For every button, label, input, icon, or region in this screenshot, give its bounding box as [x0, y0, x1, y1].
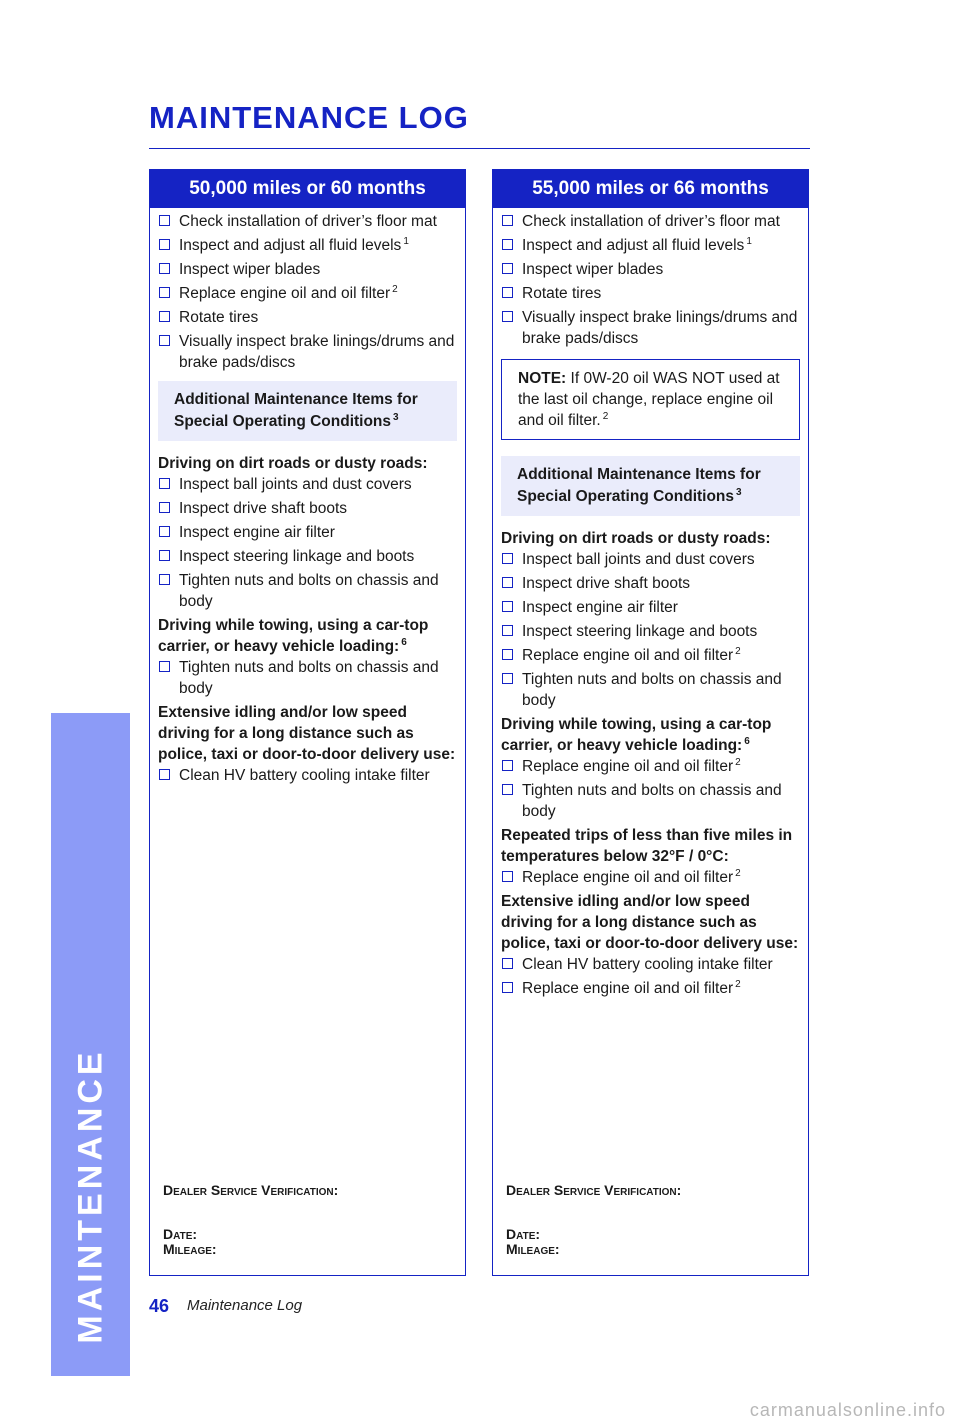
watermark: carmanualsonline.info — [749, 1400, 946, 1420]
footnote-marker: 1 — [403, 236, 409, 247]
checkbox-icon[interactable] — [502, 784, 513, 795]
checklist — [501, 756, 800, 822]
oil-note — [501, 359, 800, 440]
checklist-item — [501, 211, 800, 232]
checklist — [158, 211, 457, 373]
checklist-item-text: Check installation of driver’s floor mat — [179, 213, 437, 230]
checkbox-icon[interactable] — [159, 335, 170, 346]
towing-heading-text: Driving while towing, using a car-top carrier, or heavy vehicle loading: — [501, 716, 772, 754]
checkbox-icon[interactable] — [502, 553, 513, 564]
idling-heading: Extensive idling and/or low speed driving for a long distance such as police, taxi or door-to-door delivery use: — [158, 704, 456, 763]
checklist — [501, 954, 800, 999]
checklist-item — [158, 522, 457, 543]
checklist — [501, 211, 800, 349]
checklist-item-text: Rotate tires — [522, 285, 602, 302]
footnote-marker: 3 — [736, 487, 742, 498]
checkbox-icon[interactable] — [159, 574, 170, 585]
footnote-marker: 2 — [735, 979, 741, 990]
checkbox-icon[interactable] — [159, 526, 170, 537]
checkbox-icon[interactable] — [159, 502, 170, 513]
checklist-item-text: Visually inspect brake linings/drums and brake pads/discs — [522, 309, 798, 347]
checkbox-icon[interactable] — [159, 769, 170, 780]
date-label: Date: — [163, 1226, 198, 1242]
checkbox-icon[interactable] — [502, 263, 513, 274]
note-text: If 0W-20 oil WAS NOT used at the last oil change, replace engine oil and oil filter. — [518, 370, 780, 429]
checklist-item — [158, 331, 457, 373]
verification-label: Dealer Service Verification: — [506, 1182, 682, 1198]
checkbox-icon[interactable] — [502, 625, 513, 636]
checkbox-icon[interactable] — [502, 239, 513, 250]
checklist-item — [158, 765, 457, 786]
footnote-marker: 6 — [401, 637, 407, 648]
side-tab — [51, 713, 130, 1376]
footnote-marker: 2 — [392, 284, 398, 295]
checklist-item-text: Clean HV battery cooling intake filter — [179, 767, 430, 784]
checklist-item — [501, 978, 800, 999]
checkbox-icon[interactable] — [159, 239, 170, 250]
checkbox-icon[interactable] — [502, 958, 513, 969]
checkbox-icon[interactable] — [502, 982, 513, 993]
checklist-item-text: Replace engine oil and oil filter — [522, 758, 734, 775]
checklist-item — [501, 307, 800, 349]
checklist-item — [158, 498, 457, 519]
date-label: Date: — [506, 1226, 541, 1242]
towing-heading-text: Driving while towing, using a car-top carrier, or heavy vehicle loading: — [158, 617, 429, 655]
checklist-item-text: Tighten nuts and bolts on chassis and body — [179, 572, 439, 610]
checkbox-icon[interactable] — [159, 478, 170, 489]
checkbox-icon[interactable] — [159, 215, 170, 226]
page-number: 46 — [149, 1296, 170, 1316]
footnote-marker: 6 — [744, 736, 750, 747]
mileage-label: Mileage: — [163, 1241, 217, 1257]
checklist-item-text: Inspect engine air filter — [522, 599, 678, 616]
checklist — [158, 657, 457, 699]
checkbox-icon[interactable] — [159, 550, 170, 561]
dealer-verification — [163, 1183, 338, 1257]
checklist-item — [158, 307, 457, 328]
checklist-item-text: Visually inspect brake linings/drums and brake pads/discs — [179, 333, 455, 371]
checklist-item — [501, 597, 800, 618]
footnote-marker: 1 — [746, 236, 752, 247]
checklist-item-text: Inspect and adjust all fluid levels — [522, 237, 745, 254]
checklist-item — [501, 867, 800, 888]
checklist-item — [158, 546, 457, 567]
verification-label: Dealer Service Verification: — [163, 1182, 339, 1198]
checklist-item-text: Tighten nuts and bolts on chassis and body — [522, 782, 782, 820]
checklist-item — [158, 211, 457, 232]
checklist-item — [158, 474, 457, 495]
checkbox-icon[interactable] — [502, 871, 513, 882]
checkbox-icon[interactable] — [502, 601, 513, 612]
checkbox-icon[interactable] — [159, 661, 170, 672]
checklist-item-text: Replace engine oil and oil filter — [522, 647, 734, 664]
checkbox-icon[interactable] — [159, 311, 170, 322]
checklist-item-text: Inspect wiper blades — [179, 261, 321, 278]
checklist-item-text: Replace engine oil and oil filter — [522, 980, 734, 997]
checklist-item — [501, 283, 800, 304]
checklist-item-text: Check installation of driver’s floor mat — [522, 213, 780, 230]
checklist-item — [501, 259, 800, 280]
checklist — [158, 765, 457, 786]
title-divider — [149, 148, 810, 149]
checkbox-icon[interactable] — [159, 287, 170, 298]
checkbox-icon[interactable] — [502, 287, 513, 298]
side-tab-label: MAINTENANCE — [71, 1048, 109, 1344]
checklist-item-text: Inspect ball joints and dust covers — [522, 551, 755, 568]
checklist-item-text: Inspect steering linkage and boots — [522, 623, 758, 640]
interval-55000-panel — [492, 169, 809, 1276]
idling-heading: Extensive idling and/or low speed driving for a long distance such as police, taxi or door-to-door delivery use: — [501, 893, 799, 952]
checklist-item — [158, 657, 457, 699]
checklist-item-text: Inspect wiper blades — [522, 261, 664, 278]
checklist-item — [158, 235, 457, 256]
special-conditions-box — [501, 456, 800, 516]
checklist-item-text: Replace engine oil and oil filter — [179, 285, 391, 302]
checklist-item-text: Inspect and adjust all fluid levels — [179, 237, 402, 254]
dirt-roads-heading: Driving on dirt roads or dusty roads: — [501, 530, 771, 547]
checklist-item — [158, 283, 457, 304]
checklist-item-text: Inspect ball joints and dust covers — [179, 476, 412, 493]
special-conditions-title: Additional Maintenance Items for Special Operating Conditions — [174, 391, 418, 430]
checklist-item — [501, 669, 800, 711]
checkbox-icon[interactable] — [502, 673, 513, 684]
checklist-item-text: Tighten nuts and bolts on chassis and body — [179, 659, 439, 697]
special-conditions-box — [158, 381, 457, 441]
checklist-item — [158, 570, 457, 612]
dirt-roads-heading: Driving on dirt roads or dusty roads: — [158, 455, 428, 472]
dealer-verification — [506, 1183, 681, 1257]
footnote-marker: 2 — [602, 411, 609, 422]
checklist-item-text: Tighten nuts and bolts on chassis and body — [522, 671, 782, 709]
checkbox-icon[interactable] — [159, 263, 170, 274]
interval-50000-panel — [149, 169, 466, 1276]
special-conditions-title: Additional Maintenance Items for Special Operating Conditions — [517, 466, 761, 505]
checklist-item-text: Inspect drive shaft boots — [522, 575, 691, 592]
footnote-marker: 2 — [735, 757, 741, 768]
checkbox-icon[interactable] — [502, 215, 513, 226]
checklist-item — [501, 954, 800, 975]
checklist-item — [501, 573, 800, 594]
checklist-item — [501, 235, 800, 256]
towing-heading — [158, 615, 457, 657]
checklist — [501, 549, 800, 711]
checkbox-icon[interactable] — [502, 311, 513, 322]
checklist-item — [501, 780, 800, 822]
checkbox-icon[interactable] — [502, 577, 513, 588]
short-trips-heading: Repeated trips of less than five miles in temperatures below 32°F / 0°C: — [501, 827, 793, 865]
checklist-item-text: Inspect steering linkage and boots — [179, 548, 415, 565]
checklist-item-text: Inspect engine air filter — [179, 524, 335, 541]
checklist-item — [501, 756, 800, 777]
checklist-item-text: Clean HV battery cooling intake filter — [522, 956, 773, 973]
footnote-marker: 3 — [393, 412, 399, 423]
interval-header: 50,000 miles or 60 months — [150, 170, 465, 208]
checkbox-icon[interactable] — [502, 649, 513, 660]
checklist-item-text: Rotate tires — [179, 309, 259, 326]
towing-heading — [501, 714, 800, 756]
checklist — [501, 867, 800, 888]
checklist-item — [501, 645, 800, 666]
footnote-marker: 2 — [735, 868, 741, 879]
checklist — [158, 474, 457, 612]
interval-header: 55,000 miles or 66 months — [493, 170, 808, 208]
note-label: NOTE: — [518, 370, 567, 387]
checklist-item-text: Replace engine oil and oil filter — [522, 869, 734, 886]
checklist-item — [501, 621, 800, 642]
page-title: MAINTENANCE LOG — [149, 100, 469, 135]
footnote-marker: 2 — [735, 646, 741, 657]
checklist-item — [158, 259, 457, 280]
checklist-item-text: Inspect drive shaft boots — [179, 500, 348, 517]
footer-section-label: Maintenance Log — [187, 1297, 303, 1314]
checkbox-icon[interactable] — [502, 760, 513, 771]
mileage-label: Mileage: — [506, 1241, 560, 1257]
checklist-item — [501, 549, 800, 570]
